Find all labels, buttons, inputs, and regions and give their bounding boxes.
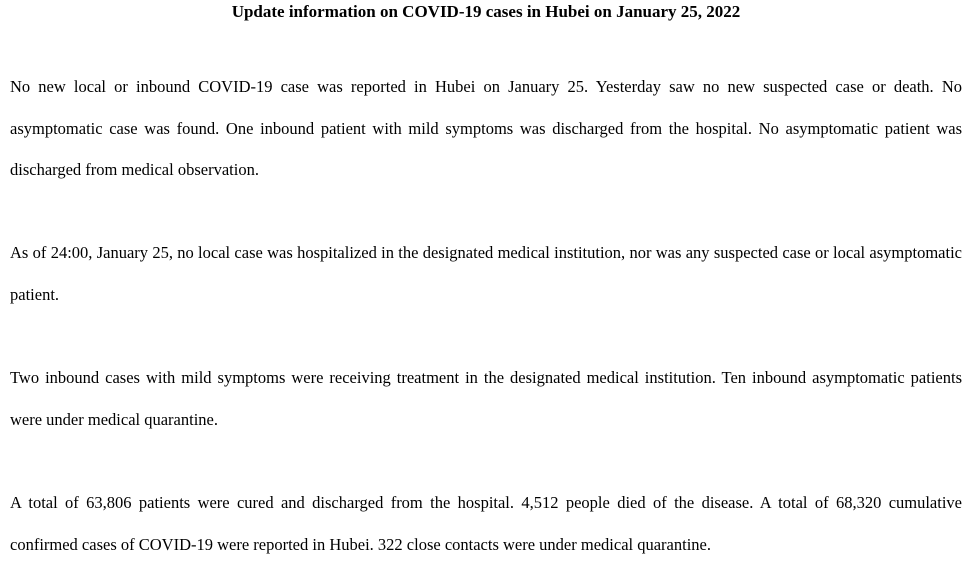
paragraph-inbound-treatment: Two inbound cases with mild symptoms were receiving treatment in the designated medical institution. Ten inbound asymptomatic patients were under medical quarantine. (10, 368, 962, 429)
page-title: Update information on COVID-19 cases in Hubei on January 25, 2022 (231, 2, 741, 21)
paragraph-hospitalized: As of 24:00, January 25, no local case was hospitalized in the designated medical institution, nor was any suspected case or local asymptomatic patient. (10, 243, 962, 304)
paragraph-cumulative-totals: A total of 63,806 patients were cured and discharged from the hospital. 4,512 people died of the disease. A total of 68,320 cumulative confirmed cases of COVID-19 were reported in Hubei. 322 close contacts were under medical quarantine. (10, 493, 962, 554)
paragraph-new-cases: No new local or inbound COVID-19 case was reported in Hubei on January 25. Yesterday saw no new suspected case or death. No asymptomatic case was found. One inbound patient with mild symptoms was discharged from the hospital. No asymptomatic patient was discharged from medical observation. (10, 77, 962, 179)
